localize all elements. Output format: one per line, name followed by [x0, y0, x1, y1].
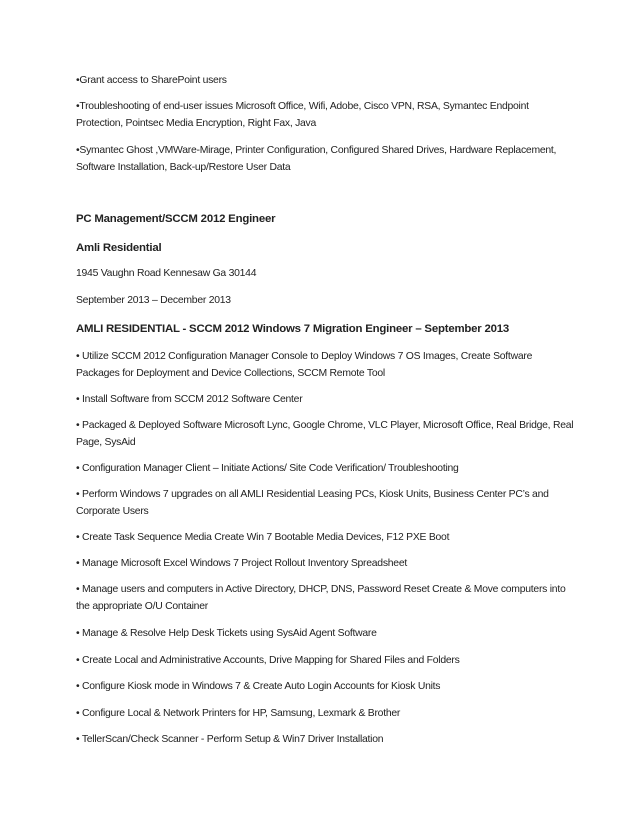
job-bullet: • Packaged & Deployed Software Microsoft Lync, Google Chrome, VLC Player, Microsoft Office, Real Bridge, Real Page, SysAid	[76, 420, 574, 448]
job-bullet: • TellerScan/Check Scanner - Perform Setup & Win7 Driver Installation	[76, 734, 384, 745]
job-bullet: • Install Software from SCCM 2012 Software Center	[76, 394, 303, 405]
bullet-troubleshooting: •Troubleshooting of end-user issues Microsoft Office, Wifi, Adobe, Cisco VPN, RSA, Symantec Endpoint Protection, Pointsec Media Encryption, Right Fax, Java	[76, 101, 529, 129]
bullet-symantec-ghost: •Symantec Ghost ,VMWare-Mirage, Printer Configuration, Configured Shared Drives, Hardware Replacement, Software Installation, Back-up/Restore User Data	[76, 145, 557, 173]
job-bullet: • Manage Microsoft Excel Windows 7 Project Rollout Inventory Spreadsheet	[76, 558, 407, 569]
job-bullet: • Create Task Sequence Media Create Win 7 Bootable Media Devices, F12 PXE Boot	[76, 532, 450, 543]
job-bullet: • Configure Kiosk mode in Windows 7 & Create Auto Login Accounts for Kiosk Units	[76, 681, 441, 692]
job-bullet: • Configuration Manager Client – Initiate Actions/ Site Code Verification/ Troubleshooting	[76, 463, 459, 474]
job-bullet: • Manage users and computers in Active Directory, DHCP, DNS, Password Reset Create & Move computers into the appropriate O/U Container	[76, 584, 566, 612]
job-bullet: • Manage & Resolve Help Desk Tickets using SysAid Agent Software	[76, 628, 377, 639]
bullet-sharepoint: •Grant access to SharePoint users	[76, 75, 227, 86]
project-heading: AMLI RESIDENTIAL - SCCM 2012 Windows 7 Migration Engineer – September 2013	[76, 323, 510, 335]
company-address: 1945 Vaughn Road Kennesaw Ga 30144	[76, 268, 257, 279]
job-title: PC Management/SCCM 2012 Engineer	[76, 213, 276, 225]
job-bullet: • Perform Windows 7 upgrades on all AMLI Residential Leasing PCs, Kiosk Units, Business Center PC’s and Corporate Users	[76, 489, 549, 517]
employment-dates: September 2013 – December 2013	[76, 295, 231, 306]
job-bullet: • Utilize SCCM 2012 Configuration Manager Console to Deploy Windows 7 OS Images, Create Software Packages for Deployment and Device Collections, SCCM Remote Tool	[76, 351, 533, 379]
job-bullet: • Create Local and Administrative Accounts, Drive Mapping for Shared Files and Folders	[76, 655, 460, 666]
job-bullet: • Configure Local & Network Printers for HP, Samsung, Lexmark & Brother	[76, 708, 401, 719]
company-name: Amli Residential	[76, 242, 162, 254]
